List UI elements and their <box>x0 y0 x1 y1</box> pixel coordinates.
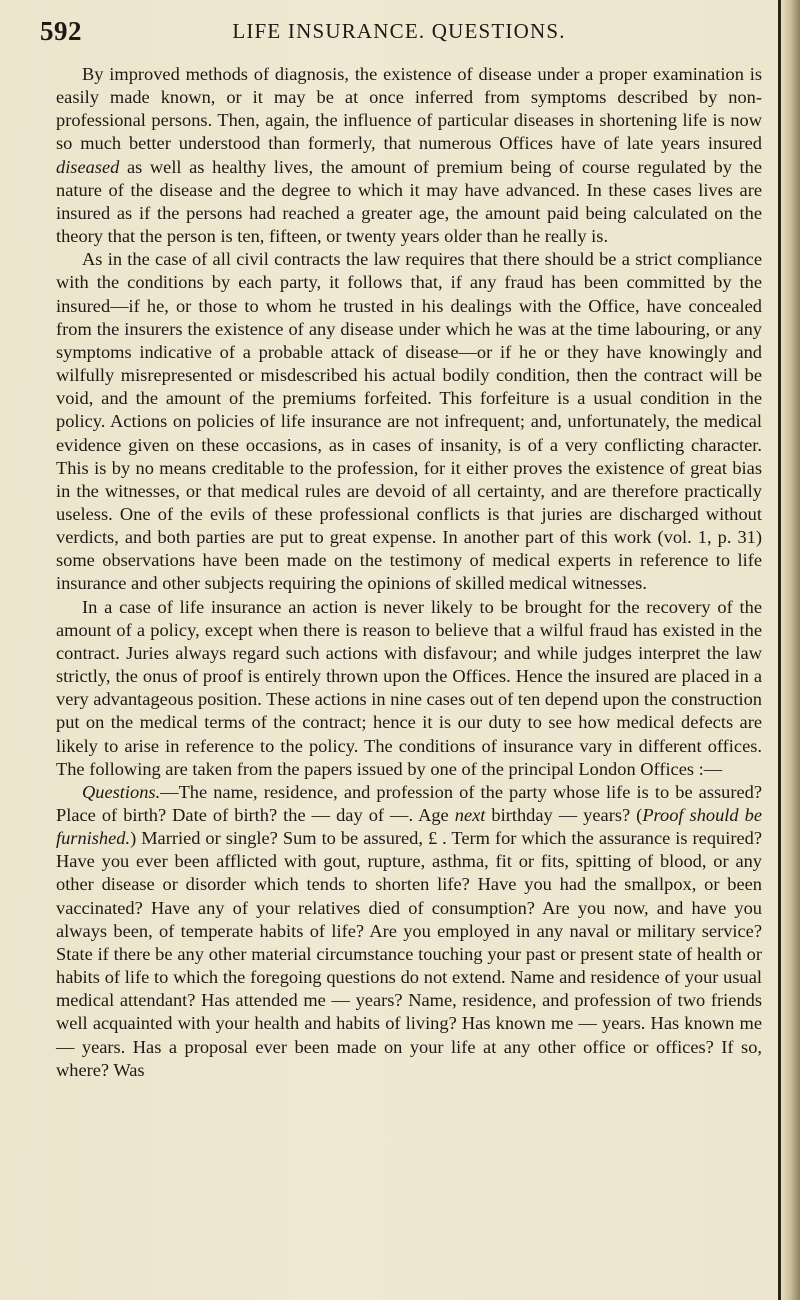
running-head: LIFE INSURANCE. QUESTIONS. <box>232 19 566 43</box>
paragraph-diagnosis: By improved methods of diagnosis, the existence of disease under a proper examination is easily made known, or it may be at once inferred from symptoms described by non-professional persons. Then, again, the influence of particular diseases in shortening life is now so much better understood than formerly, that numerous Offices have of late years insured diseased as well as healthy lives, the amount of premium being of course regulated by the nature of the disease and the degree to which it may have advanced. In these cases lives are insured as if the persons had reached a greater age, the amount paid being calculated on the theory that the person is ten, fifteen, or twenty years older than he really is. <box>56 64 762 247</box>
page-header <box>40 16 758 50</box>
paragraph-actions: In a case of life insurance an action is never likely to be brought for the recovery of the amount of a policy, except when there is reason to believe that a wilful fraud has existed in the contract. Juries always regard such actions with disfavour; and while judges interpret the law strictly, the onus of proof is entirely thrown upon the Offices. Hence the insured are placed in a very advantageous position. These actions in nine cases out of ten depend upon the construction put on the medical terms of the contract; hence it is our duty to see how medical defects are likely to arise in reference to the policy. The conditions of insurance vary in different offices. The following are taken from the papers issued by one of the principal London Offices :— <box>56 596 762 779</box>
paragraph-questions: Questions.—The name, residence, and profession of the party whose life is to be assured? Place of birth? Date of birth? the — day of —. Age next birthday — years? (Proof should be furnished.) Married or single? Sum to be assured, £ . Term for which the assurance is required? Have you ever been afflicted with gout, rupture, asthma, fit or fits, spitting of blood, or any other disease or disorder which tends to shorten life? Have you had the smallpox, or been vaccinated? Have any of your relatives died of consumption? Are you now, and have you always been, of temperate habits of life? Are you employed in any naval or military service? State if there be any other material circumstance touching your past or present state of health or habits of life to which the foregoing questions do not extend. Name and residence of your usual medical attendant? Has attended me — years? Name, residence, and profession of two friends well acquainted with your health and habits of living? Has known me — years. Has known me — years. Has a proposal ever been made on your life at any other office or offices? If so, where? Was <box>56 781 762 1080</box>
body-text <box>56 63 762 1082</box>
paragraph-civil-contracts: As in the case of all civil contracts the law requires that there should be a strict compliance with the conditions by each party, it follows that, if any fraud has been committed by the insured—if he, or those to whom he trusted in his dealings with the Office, have concealed from the insurers the existence of any disease under which he was at the time labouring, or any symptoms indicative of a probable attack of disease—or if he or they have knowingly and wilfully misrepresented or misdescribed his actual bodily condition, then the contract will be void, and the amount of the premiums forfeited. This forfeiture is a usual condition in the policy. Actions on policies of life insurance are not infrequent; and, unfortunately, the medical evidence given on these occasions, as in cases of insanity, is of a very conflicting character. This is by no means creditable to the profession, for it either proves the existence of great bias in the witnesses, or that medical rules are devoid of all certainty, and are therefore practically useless. One of the evils of these professional conflicts is that juries are discharged without verdicts, and both parties are put to great expense. In another part of this work (vol. 1, p. 31) some observations have been made on the testimony of medical experts in reference to life insurance and other subjects requiring the opinions of skilled medical witnesses. <box>56 249 762 594</box>
questions-heading: Questions. <box>82 781 161 802</box>
page-number: 592 <box>40 16 82 46</box>
book-spine-edge <box>778 0 800 1300</box>
